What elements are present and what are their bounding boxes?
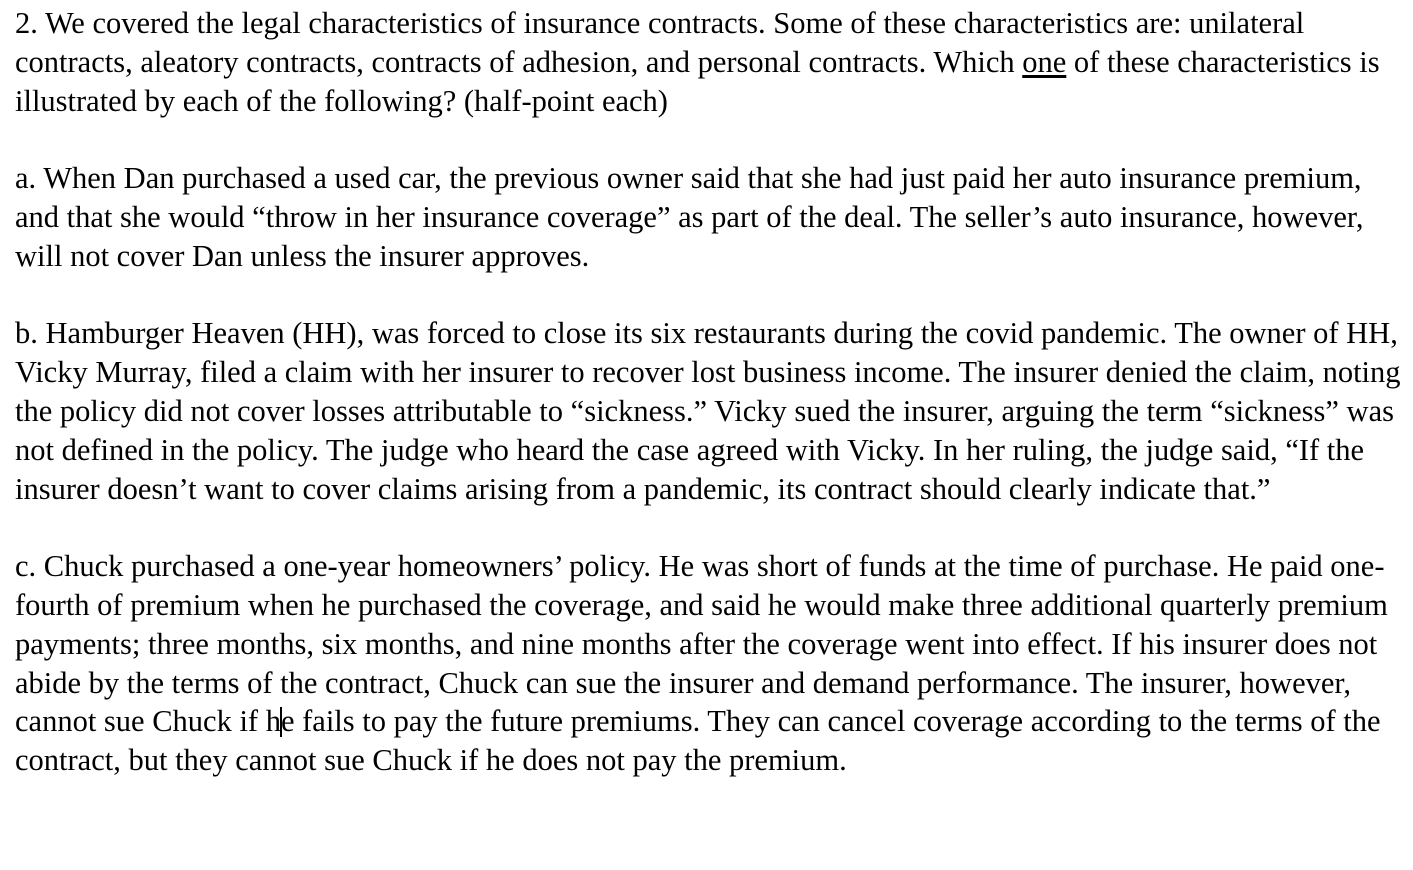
item-b-paragraph: b. Hamburger Heaven (HH), was forced to close its six restaurants during the covid pandemic. The owner of HH, Vicky Murray, filed a claim with her insurer to recover lost business income. The insurer denied the claim, noting the policy did not cover losses attributable to “sickness.” Vicky sued the insurer, arguing the term “sickness” was not defined in the policy. The judge who heard the case agreed with Vicky. In her ruling, the judge said, “If the insurer doesn’t want to cover claims arising from a pandemic, its contract should clearly indicate that.” <box>15 316 1401 506</box>
item-a-paragraph: a. When Dan purchased a used car, the previous owner said that she had just paid her auto insurance premium, and that she would “throw in her insurance coverage” as part of the deal. The seller’s auto insurance, however, will not cover Dan unless the insurer approves. <box>15 161 1364 273</box>
item-c-text-before-cursor: c. Chuck purchased a one-year homeowners’ policy. He was short of funds at the time of purchase. He paid one-fourth of premium when he purchased the coverage, and said he would make three additional quarterly premium payments; three months, six months, and nine months after the coverage went into effect. If his insurer does not abide by the terms of the contract, Chuck can sue the insurer and demand performance. The insurer, however, cannot sue Chuck if h <box>15 549 1388 739</box>
question-text-part1: 2. We covered the legal characteristics of insurance contracts. Some of these characteristics are: unilateral contracts, aleatory contracts, contracts of adhesion, and personal contracts. Which <box>15 6 1305 79</box>
item-c-text-after-cursor: e fails to pay the future premiums. They can cancel coverage according to the terms of the contract, but they cannot sue Chuck if he does not pay the premium. <box>15 704 1381 778</box>
document-page[interactable] <box>15 4 1410 780</box>
underlined-word: one <box>1022 44 1067 79</box>
question-text-part2: of these characteristics is illustrated by each of the following? (half-point each) <box>15 44 1380 118</box>
item-c-paragraph <box>15 547 1410 780</box>
question-paragraph <box>15 4 1410 120</box>
